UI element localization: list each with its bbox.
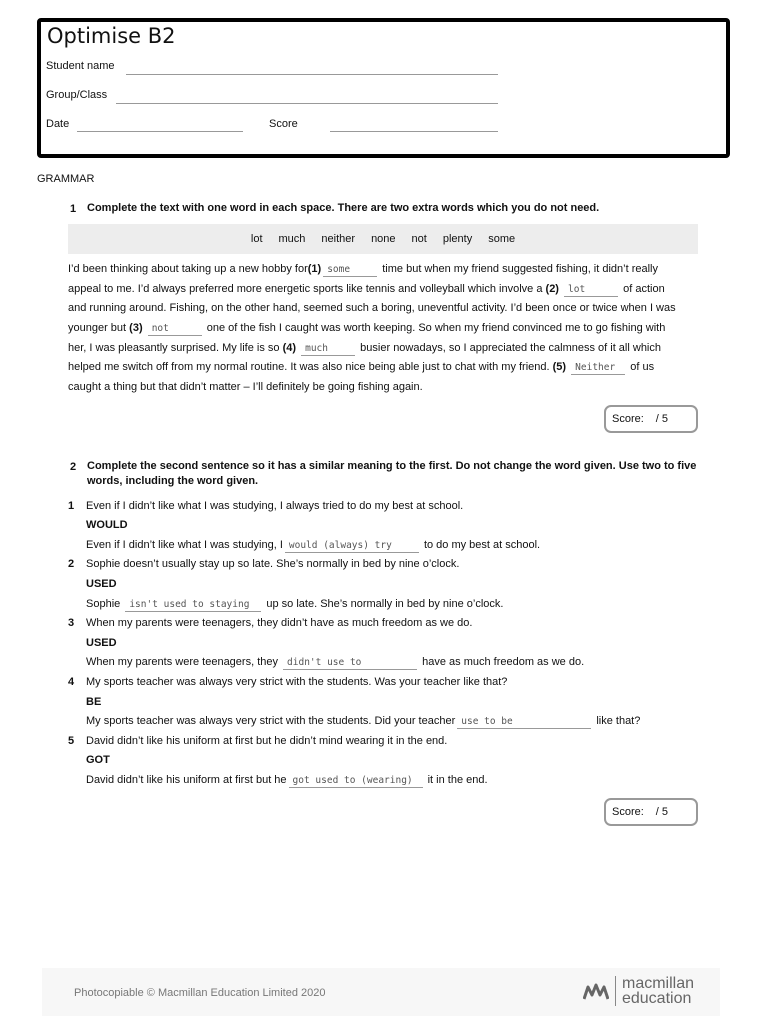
- q2-item-sentence: Even if I didn’t like what I was studying, I always tried to do my best at school.: [86, 500, 464, 512]
- q2-item-key-word: USED: [86, 578, 117, 590]
- gap-4-answer[interactable]: much: [301, 343, 355, 356]
- header-box: [37, 18, 730, 158]
- group-class-label: Group/Class: [46, 89, 108, 101]
- q2-item-number: 1: [68, 500, 75, 512]
- q1-text-line: her, I was pleasantly surprised. My life is so (4) much busier nowadays, so I appreciated the calmness of it all which: [68, 342, 661, 354]
- q2-answer-1[interactable]: would (always) try: [285, 540, 419, 553]
- macmillan-logo: [583, 976, 694, 1006]
- q2-item-key-word: WOULD: [86, 519, 128, 531]
- word-bank: [68, 224, 698, 254]
- q2-answer-3[interactable]: didn't use to: [283, 657, 417, 670]
- student-name-field[interactable]: [126, 74, 498, 75]
- group-class-field[interactable]: [116, 103, 498, 104]
- word-bank-item: much: [278, 233, 306, 245]
- section-title: GRAMMAR: [37, 173, 95, 185]
- score-label: Score: [269, 118, 298, 130]
- q1-text-line: younger but (3) not one of the fish I caught was worth keeping. So when my friend convinced me to go fishing with: [68, 322, 666, 334]
- q1-number: 1: [70, 203, 77, 215]
- q2-item-rewrite: David didn’t like his uniform at first but he got used to (wearing) it in the end.: [86, 774, 488, 786]
- macmillan-logo-icon: [583, 981, 609, 1001]
- gap-3-answer[interactable]: not: [148, 323, 202, 336]
- q2-instruction: Complete the second sentence so it has a similar meaning to the first. Do not change the word given. Use two to five: [87, 460, 697, 472]
- word-bank-item: plenty: [442, 233, 473, 245]
- q2-answer-4[interactable]: use to be: [457, 716, 591, 729]
- q2-answer-5[interactable]: got used to (wearing): [289, 775, 423, 788]
- q2-item-number: 3: [68, 617, 75, 629]
- word-bank-item: not: [411, 233, 427, 245]
- score-field[interactable]: [330, 131, 498, 132]
- student-name-label: Student name: [46, 60, 115, 72]
- q2-answer-2[interactable]: isn't used to staying: [125, 599, 261, 612]
- q2-score-total: / 5: [655, 806, 669, 818]
- word-bank-item: some: [488, 233, 516, 245]
- q1-text-line: helped me switch off from my normal routine. It was also nice being able just to chat with my friend. (5) Neither of us: [68, 361, 655, 373]
- q1-text-line: appeal to me. I’d always preferred more energetic sports like tennis and volleyball which involve a (2) lot of action: [68, 283, 665, 295]
- q2-score-box: [604, 798, 698, 826]
- q2-item-sentence: My sports teacher was always very strict with the students. Was your teacher like that?: [86, 676, 508, 688]
- q2-item-key-word: GOT: [86, 754, 110, 766]
- q2-item-sentence: When my parents were teenagers, they didn’t have as much freedom as we do.: [86, 617, 473, 629]
- q2-item-number: 4: [68, 676, 75, 688]
- q2-number: 2: [70, 461, 77, 473]
- date-field[interactable]: [77, 131, 243, 132]
- q2-item-key-word: BE: [86, 696, 102, 708]
- copyright-text: Photocopiable © Macmillan Education Limited 2020: [74, 987, 326, 999]
- word-bank-item: none: [371, 233, 396, 245]
- q1-text-line: and running around. Fishing, on the other hand, seemed such a boring, uneventful activity. I’d been once or twice when I was: [68, 302, 676, 314]
- q1-score-label: Score:: [612, 413, 644, 425]
- q2-item-sentence: David didn’t like his uniform at first but he didn’t mind wearing it in the end.: [86, 735, 448, 747]
- q1-instruction: Complete the text with one word in each space. There are two extra words which you do not need.: [87, 202, 600, 214]
- logo-wordmark: macmillan education: [615, 976, 694, 1006]
- q2-item-rewrite: Even if I didn’t like what I was studying, I would (always) try to do my best at school.: [86, 539, 541, 551]
- q2-item-rewrite: Sophie isn't used to staying up so late. She’s normally in bed by nine o’clock.: [86, 598, 504, 610]
- q2-instruction: words, including the word given.: [87, 475, 259, 487]
- gap-1-answer[interactable]: some: [323, 264, 377, 277]
- word-bank-item: neither: [321, 233, 356, 245]
- q2-score-label: Score:: [612, 806, 644, 818]
- page-title: Optimise B2: [47, 24, 176, 48]
- date-label: Date: [46, 118, 70, 130]
- q2-item-number: 2: [68, 558, 75, 570]
- q1-score-box: [604, 405, 698, 433]
- footer: [42, 968, 720, 1016]
- q2-item-rewrite: My sports teacher was always very strict with the students. Did your teacher use to be like that?: [86, 715, 641, 727]
- word-bank-item: lot: [250, 233, 263, 245]
- q2-item-rewrite: When my parents were teenagers, they didn't use to have as much freedom as we do.: [86, 656, 585, 668]
- q2-item-number: 5: [68, 735, 75, 747]
- q1-text-line: I’d been thinking about taking up a new hobby for(1) some time but when my friend suggested fishing, it didn’t really: [68, 263, 659, 275]
- gap-5-answer[interactable]: Neither: [571, 362, 625, 375]
- gap-2-answer[interactable]: lot: [564, 284, 618, 297]
- q2-item-sentence: Sophie doesn’t usually stay up so late. She’s normally in bed by nine o’clock.: [86, 558, 460, 570]
- q1-text-line: caught a thing but that didn’t matter – I’ll definitely be going fishing again.: [68, 381, 423, 393]
- q2-item-key-word: USED: [86, 637, 117, 649]
- q1-score-total: / 5: [655, 413, 669, 425]
